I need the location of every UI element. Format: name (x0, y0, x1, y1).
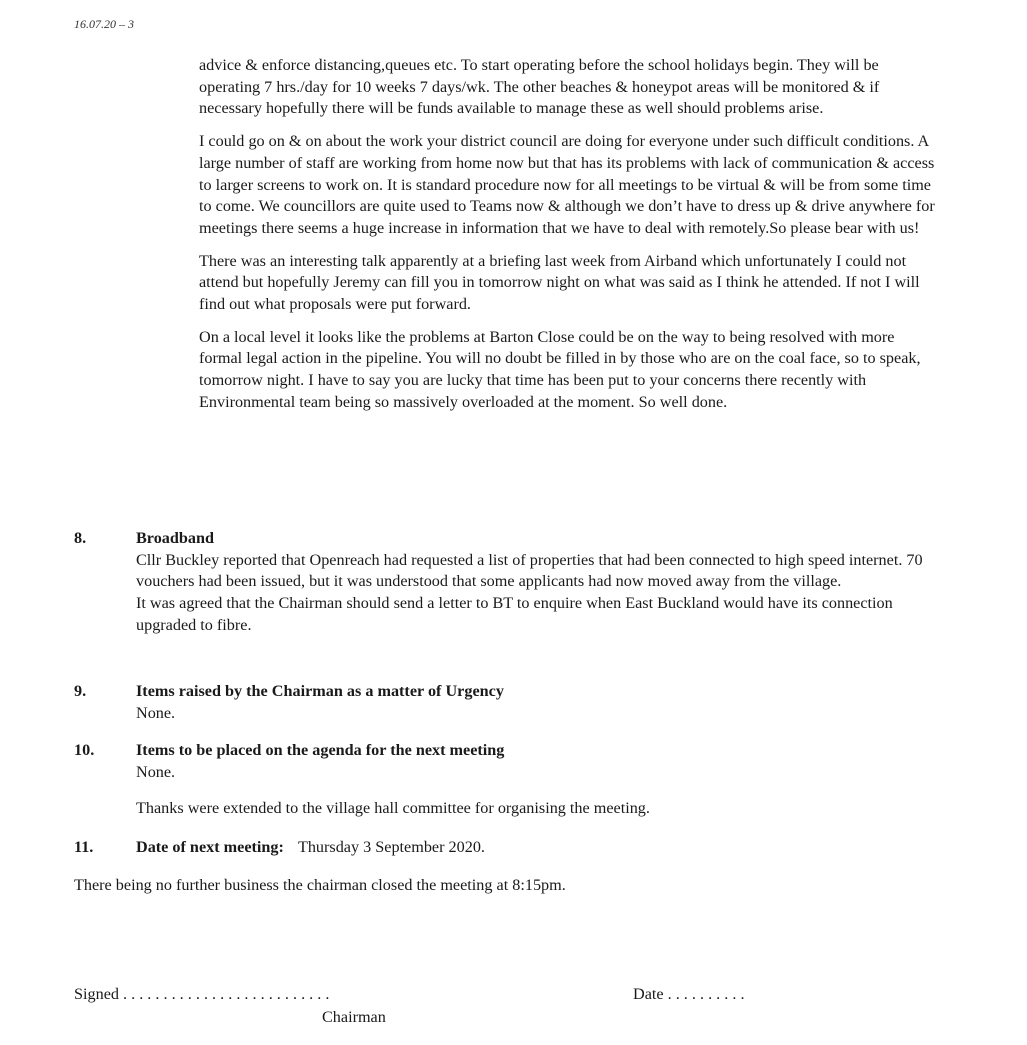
paragraph-airband-talk: There was an interesting talk apparently at a briefing last week from Airband which unfortunately I could not attend but hopefully Jeremy can fill you in tomorrow night on what was said as I think he attended. If not I will find out what proposals were put forward. (199, 251, 920, 314)
agenda-item-next-agenda (74, 740, 944, 820)
item-text: None. (136, 703, 176, 722)
next-meeting-date: Thursday 3 September 2020. (297, 838, 485, 856)
item-number: 11. (74, 838, 94, 856)
date-line (633, 984, 745, 1006)
page-reference: 16.07.20 – 3 (74, 17, 134, 31)
closing-statement: There being no further business the chairman closed the meeting at 8:15pm. (74, 876, 566, 894)
item-number: 10. (74, 741, 95, 759)
date-label: Date (633, 985, 664, 1003)
thanks-note: Thanks were extended to the village hall committee for organising the meeting. (136, 799, 650, 818)
paragraph-barton-close: On a local level it looks like the problems at Barton Close could be on the way to being resolved with more formal legal action in the pipeline. You will no doubt be filled in by those who are on the coal face, so to speak, tomorrow night. I have to say you are lucky that time has been put to your concerns there recently with Environmental team being so massively overloaded at the moment. So well done. (199, 327, 921, 411)
chairman-label: Chairman (322, 1008, 386, 1026)
paragraph-council-work: I could go on & on about the work your district council are doing for everyone under such difficult conditions. A large number of staff are working from home now but that has its problems with lack of communication & access to larger screens to work on. It is standard procedure now for all meetings to be virtual & will be from some time to come. We councillors are quite used to Teams now & although we don’t have to dress up & drive anywhere for meetings there seems a huge increase in information that we have to deal with remotely.So please bear with us! (199, 132, 935, 237)
signed-label: Signed (74, 985, 119, 1003)
agenda-item-next-meeting (74, 837, 944, 859)
paragraph-beach-patrols: advice & enforce distancing,queues etc. To start operating before the school holidays begin. They will be operating 7 hrs./day for 10 weeks 7 days/wk. The other beaches & honeypot areas will be monitored & if necessary hopefully there will be funds available to manage these as well should problems arise. (199, 56, 880, 118)
item-heading: Items raised by the Chairman as a matter of Urgency (136, 682, 504, 700)
item-heading: Items to be placed on the agenda for the next meeting (136, 741, 505, 759)
item-heading: Date of next meeting: (136, 838, 284, 856)
item-text: It was agreed that the Chairman should send a letter to BT to enquire when East Buckland would have its connection upgraded to fibre. (136, 594, 893, 634)
signed-line (74, 984, 329, 1006)
item-text: None. (136, 762, 176, 781)
item-number: 9. (74, 682, 87, 700)
councillor-report-continuation (199, 55, 939, 425)
date-dots: . . . . . . . . . . (667, 985, 745, 1003)
agenda-item-broadband (74, 528, 944, 637)
item-heading: Broadband (136, 529, 214, 547)
item-text: Cllr Buckley reported that Openreach had requested a list of properties that had been connected to high speed internet. 70 vouchers had been issued, but it was understood that some applicants had now moved away from the village. (136, 550, 923, 591)
signed-dots: . . . . . . . . . . . . . . . . . . . . . . . . . . (123, 985, 330, 1003)
agenda-item-urgency (74, 681, 944, 724)
item-number: 8. (74, 529, 87, 547)
